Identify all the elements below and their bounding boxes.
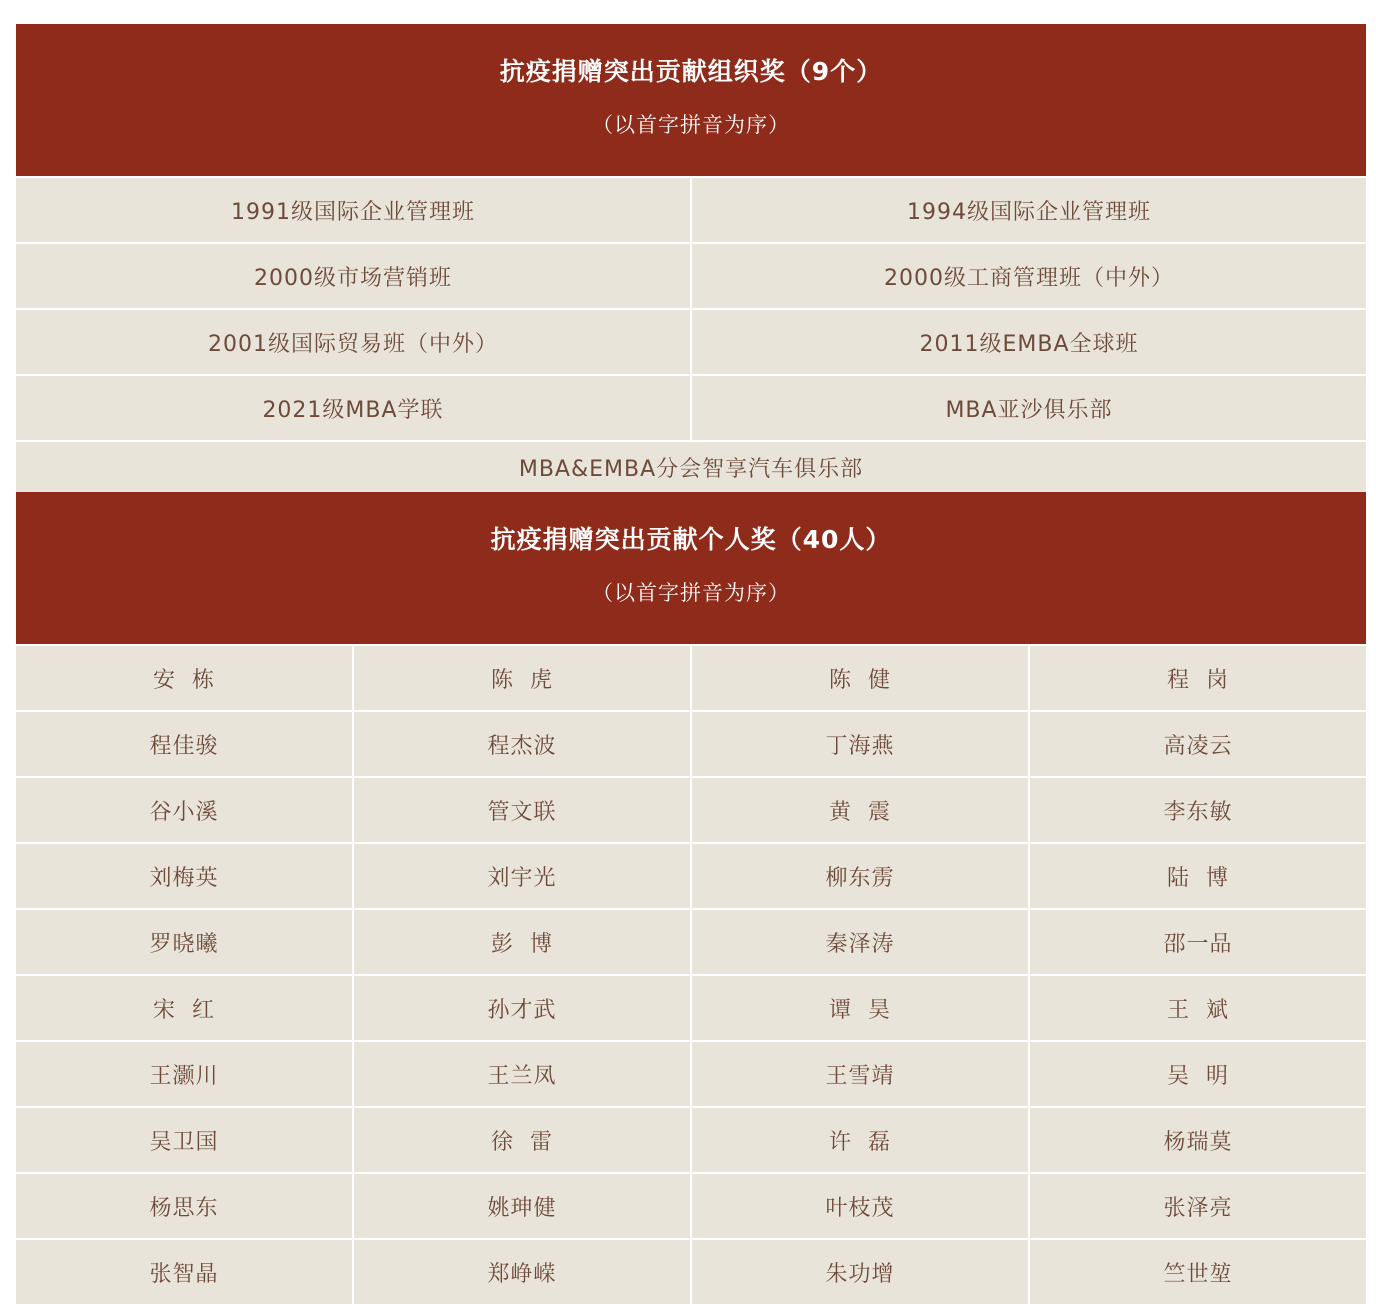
person-name: 杨思东 — [149, 1195, 219, 1221]
person-name: 谷小溪 — [149, 799, 219, 825]
person-name: 宋 红 — [153, 997, 215, 1023]
org-name: 2000级工商管理班（中外） — [690, 244, 1366, 308]
org-name: MBA&EMBA分会智享汽车俱乐部 — [518, 456, 864, 482]
person-name: 罗晓曦 — [149, 931, 219, 957]
table-row — [16, 1106, 1366, 1172]
person-name: 管文联 — [352, 778, 690, 842]
person-name: 孙才武 — [352, 976, 690, 1040]
person-name: 郑峥嵘 — [352, 1240, 690, 1304]
org-award-header — [16, 24, 1366, 176]
person-name: 徐 雷 — [352, 1108, 690, 1172]
org-award-subtitle: （以首字拼音为序） — [592, 113, 790, 137]
table-row — [16, 842, 1366, 908]
table-row — [16, 1040, 1366, 1106]
person-name: 王雪靖 — [690, 1042, 1028, 1106]
person-name: 陈 虎 — [352, 646, 690, 710]
table-row — [16, 308, 1366, 374]
table-row — [16, 440, 1366, 492]
person-name: 陈 健 — [690, 646, 1028, 710]
person-name: 高凌云 — [1028, 712, 1366, 776]
table-row — [16, 176, 1366, 242]
person-name: 王灏川 — [149, 1063, 219, 1089]
person-name: 王 斌 — [1028, 976, 1366, 1040]
table-row — [16, 710, 1366, 776]
person-name: 刘梅英 — [149, 865, 219, 891]
person-name: 程佳骏 — [149, 733, 219, 759]
person-name: 邵一品 — [1028, 910, 1366, 974]
person-award-subtitle: （以首字拼音为序） — [592, 581, 790, 605]
person-name: 叶枝茂 — [690, 1174, 1028, 1238]
org-award-table — [16, 176, 1366, 492]
person-name: 秦泽涛 — [690, 910, 1028, 974]
org-name: 2011级EMBA全球班 — [690, 310, 1366, 374]
person-name: 彭 博 — [352, 910, 690, 974]
award-list — [16, 24, 1366, 1304]
person-name: 王兰凤 — [352, 1042, 690, 1106]
person-name: 黄 震 — [690, 778, 1028, 842]
person-name: 谭 昊 — [690, 976, 1028, 1040]
table-row — [16, 776, 1366, 842]
org-name: 2000级市场营销班 — [254, 265, 452, 291]
org-award-title: 抗疫捐赠突出贡献组织奖（9个） — [499, 57, 883, 86]
person-name: 程 岗 — [1028, 646, 1366, 710]
person-name: 杨瑞莫 — [1028, 1108, 1366, 1172]
table-row — [16, 974, 1366, 1040]
person-award-title: 抗疫捐赠突出贡献个人奖（40人） — [490, 525, 892, 554]
person-name: 柳东雳 — [690, 844, 1028, 908]
person-name: 张泽亮 — [1028, 1174, 1366, 1238]
person-award-header — [16, 492, 1366, 644]
table-row — [16, 644, 1366, 710]
person-name: 吴卫国 — [149, 1129, 219, 1155]
person-name: 陆 博 — [1028, 844, 1366, 908]
person-name: 程杰波 — [352, 712, 690, 776]
table-row — [16, 374, 1366, 440]
org-name: 1994级国际企业管理班 — [690, 178, 1366, 242]
person-name: 朱功增 — [690, 1240, 1028, 1304]
org-name: 1991级国际企业管理班 — [231, 199, 475, 225]
org-name: 2021级MBA学联 — [262, 397, 444, 423]
person-name: 吴 明 — [1028, 1042, 1366, 1106]
person-name: 竺世堃 — [1028, 1240, 1366, 1304]
person-name: 张智晶 — [149, 1261, 219, 1287]
person-award-table — [16, 644, 1366, 1304]
org-name: MBA亚沙俱乐部 — [690, 376, 1366, 440]
table-row — [16, 242, 1366, 308]
table-row — [16, 1238, 1366, 1304]
table-row — [16, 1172, 1366, 1238]
org-name: 2001级国际贸易班（中外） — [208, 331, 498, 357]
table-row — [16, 908, 1366, 974]
person-name: 刘宇光 — [352, 844, 690, 908]
person-name: 李东敏 — [1028, 778, 1366, 842]
person-name: 安 栋 — [153, 667, 215, 693]
person-name: 丁海燕 — [690, 712, 1028, 776]
person-name: 姚珅健 — [352, 1174, 690, 1238]
person-name: 许 磊 — [690, 1108, 1028, 1172]
